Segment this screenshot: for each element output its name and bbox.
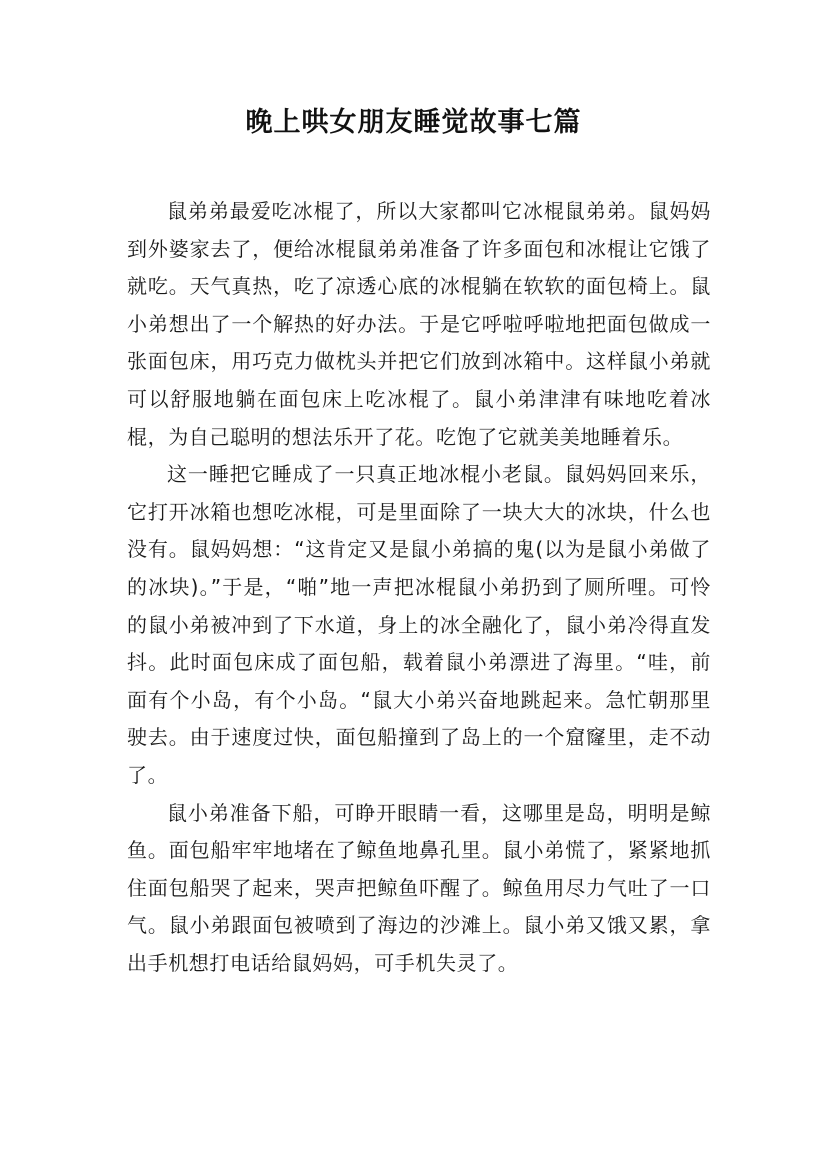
paragraph-2: 这一睡把它睡成了一只真正地冰棍小老鼠。鼠妈妈回来乐，它打开冰箱也想吃冰棍，可是里面除了一块大大的冰块，什么也没有。鼠妈妈想：“这肯定又是鼠小弟搞的鬼(以为是鼠小弟做了的冰块)。”于是，“啪”地一声把冰棍鼠小弟扔到了厕所哩。可怜的鼠小弟被冲到了下水道，身上的冰全融化了，鼠小弟冷得直发抖。此时面包床成了面包船，载着鼠小弟漂进了海里。“哇，前面有个小岛，有个小岛。“鼠大小弟兴奋地跳起来。急忙朝那里驶去。由于速度过快，面包船撞到了岛上的一个窟窿里，走不动了。	[127, 462, 711, 787]
document-body	[127, 193, 711, 982]
paragraph-3: 鼠小弟准备下船，可睁开眼睛一看，这哪里是岛，明明是鲸鱼。面包船牢牢地堵在了鲸鱼地鼻孔里。鼠小弟慌了，紧紧地抓住面包船哭了起来，哭声把鲸鱼吓醒了。鲸鱼用尽力气吐了一口气。鼠小弟跟面包被喷到了海边的沙滩上。鼠小弟又饿又累，拿出手机想打电话给鼠妈妈，可手机失灵了。	[127, 800, 711, 975]
paragraph-1: 鼠弟弟最爱吃冰棍了，所以大家都叫它冰棍鼠弟弟。鼠妈妈到外婆家去了，便给冰棍鼠弟弟准备了许多面包和冰棍让它饿了就吃。天气真热，吃了凉透心底的冰棍躺在软软的面包椅上。鼠小弟想出了一个解热的好办法。于是它呼啦呼啦地把面包做成一张面包床，用巧克力做枕头并把它们放到冰箱中。这样鼠小弟就可以舒服地躺在面包床上吃冰棍了。鼠小弟津津有味地吃着冰棍，为自己聪明的想法乐开了花。吃饱了它就美美地睡着乐。	[127, 199, 711, 449]
document-title: 晚上哄女朋友睡觉故事七篇	[245, 107, 582, 138]
